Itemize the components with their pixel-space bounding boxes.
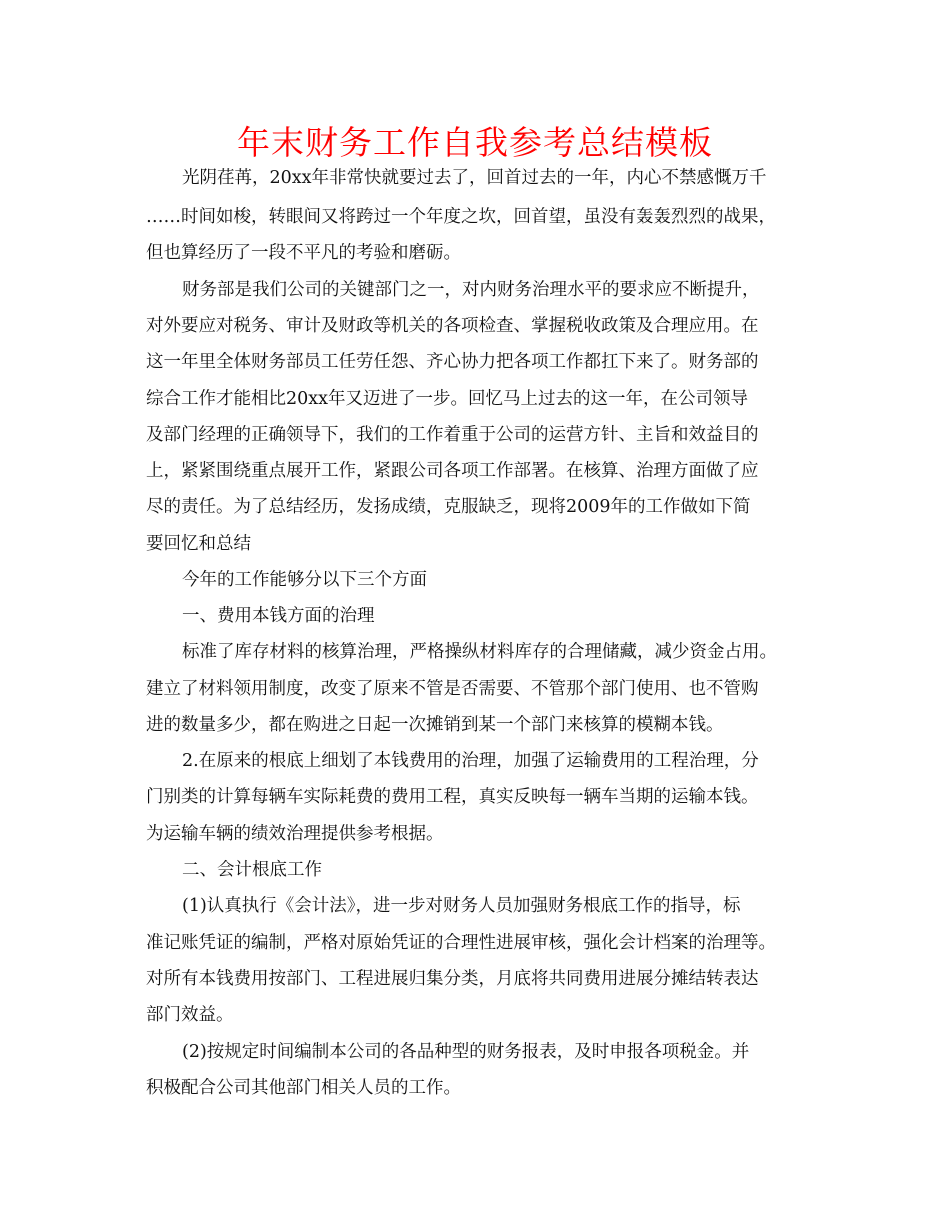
section-heading: 二、会计根底工作 [182, 860, 322, 880]
body-line: 财务部是我们公司的关键部门之一，对内财务治理水平的要求应不断提升， [182, 280, 760, 300]
body-line: 积极配合公司其他部门相关人员的工作。 [146, 1078, 461, 1098]
body-line: 综合工作才能相比20xx年又迈进了一步。回忆马上过去的这一年，在公司领导 [146, 389, 749, 409]
section-intro: 今年的工作能够分以下三个方面 [182, 570, 427, 590]
body-line: 尽的责任。为了总结经历，发扬成绩，克服缺乏，现将2009年的工作做如下简 [146, 497, 751, 517]
body-line: 建立了材料领用制度，改变了原来不管是否需要、不管那个部门使用、也不管购 [146, 679, 759, 699]
document-title: 年末财务工作自我参考总结模板 [237, 123, 713, 162]
body-line: (2)按规定时间编制本公司的各品种型的财务报表，及时申报各项税金。并 [182, 1042, 750, 1062]
body-line: 上，紧紧围绕重点展开工作，紧跟公司各项工作部署。在核算、治理方面做了应 [146, 461, 759, 481]
body-line: 但也算经历了一段不平凡的考验和磨砺。 [146, 243, 461, 263]
body-line: 要回忆和总结 [146, 534, 251, 554]
body-line: 门别类的计算每辆车实际耗费的费用工程，真实反映每一辆车当期的运输本钱。 [146, 787, 759, 807]
body-line: 标准了库存材料的核算治理，严格操纵材料库存的合理储藏，减少资金占用。 [182, 642, 777, 662]
body-line: 这一年里全体财务部员工任劳任怨、齐心协力把各项工作都扛下来了。财务部的 [146, 352, 759, 372]
body-line: 及部门经理的正确领导下，我们的工作着重于公司的运营方针、主旨和效益目的 [146, 425, 759, 445]
body-line: 对外要应对税务、审计及财政等机关的各项检查、掌握税收政策及合理应用。在 [146, 316, 759, 336]
body-line: 光阴荏苒，20xx年非常快就要过去了，回首过去的一年，内心不禁感慨万千 [182, 168, 767, 188]
body-line: 对所有本钱费用按部门、工程进展归集分类，月底将共同费用进展分摊结转表达 [146, 969, 759, 989]
body-line: 2.在原来的根底上细划了本钱费用的治理，加强了运输费用的工程治理，分 [182, 751, 759, 771]
body-line: 准记账凭证的编制，严格对原始凭证的合理性进展审核，强化会计档案的治理等。 [146, 933, 776, 953]
body-line: 进的数量多少，都在购进之日起一次摊销到某一个部门来核算的模糊本钱。 [146, 715, 724, 735]
section-heading: 一、费用本钱方面的治理 [182, 606, 375, 626]
body-line: (1)认真执行《会计法》，进一步对财务人员加强财务根底工作的指导，标 [182, 896, 741, 916]
body-line: 部门效益。 [146, 1005, 234, 1025]
body-line: ……时间如梭，转眼间又将跨过一个年度之坎，回首望，虽没有轰轰烈烈的战果， [146, 207, 776, 227]
body-line: 为运输车辆的绩效治理提供参考根据。 [146, 824, 444, 844]
